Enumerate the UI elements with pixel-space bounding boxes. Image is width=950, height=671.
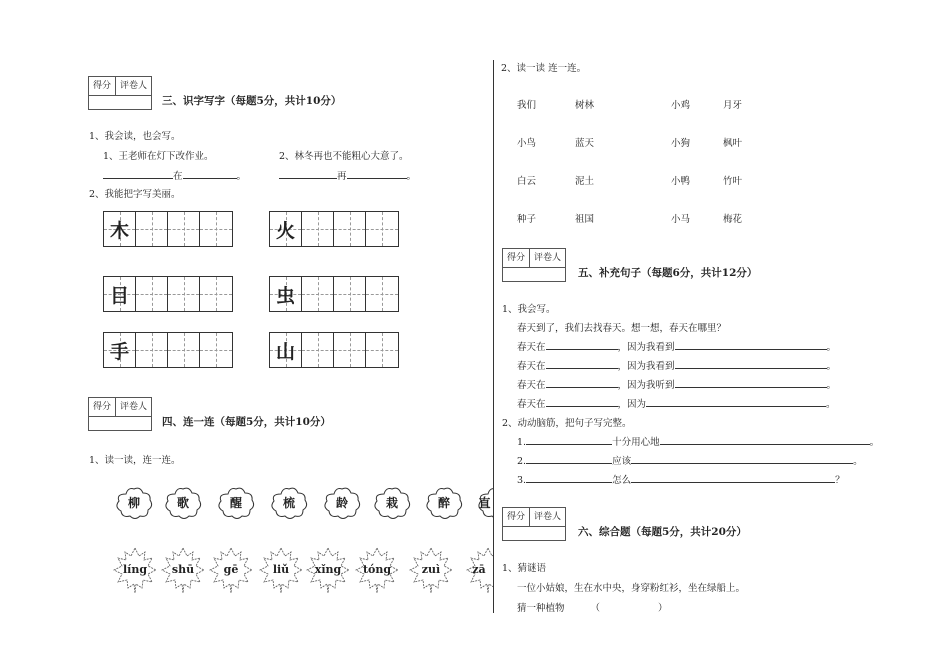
leaf-pinyin: zuì: [421, 563, 441, 576]
flower-card[interactable]: [476, 486, 493, 520]
score-box-3: [88, 76, 152, 96]
row-end: 。: [826, 361, 837, 372]
blank-line[interactable]: [526, 435, 612, 445]
grader-label: 评卷人: [119, 81, 147, 91]
section4-title: 四、连一连（每题5分，共计10分）: [162, 416, 331, 428]
blank-line[interactable]: [675, 340, 827, 350]
row-end: 。: [853, 456, 863, 467]
flower-card[interactable]: [372, 486, 412, 520]
leaf-card[interactable]: [160, 546, 206, 594]
section3-title: 三、识字写字（每题5分，共计10分）: [162, 95, 342, 107]
row-prefix: 春天在: [517, 380, 546, 391]
blank-line[interactable]: [546, 397, 618, 407]
match-word[interactable]: 树林: [575, 100, 595, 111]
row-word: 应该: [612, 456, 632, 467]
leaf-pinyin: líng: [122, 563, 148, 576]
fill-punct: 。: [406, 171, 417, 182]
blank-line[interactable]: [631, 454, 853, 464]
grid-char: 山: [275, 341, 295, 363]
leaf-card[interactable]: [354, 546, 400, 594]
leaf-card[interactable]: [305, 546, 351, 594]
section5-q2: 2、动动脑筋，把句子写完整。: [502, 418, 632, 429]
section6-guess: [517, 600, 668, 614]
flower-char: 栽: [385, 496, 398, 510]
row-number: 1.: [517, 437, 527, 448]
match-word[interactable]: 蓝天: [575, 138, 595, 149]
right-q2: 2、读一读 连一连。: [501, 63, 587, 74]
fill-word: 再: [337, 171, 347, 182]
grid-char: 手: [109, 341, 129, 363]
leaf-card[interactable]: [208, 546, 254, 594]
row-prefix: 春天在: [517, 342, 546, 353]
match-word[interactable]: 我们: [517, 100, 537, 111]
score-box-blank-row[interactable]: [88, 95, 152, 110]
section3-sentence1: 1、王老师在灯下改作业。: [103, 151, 214, 162]
spring-row: [517, 339, 836, 353]
row-number: 3.: [517, 475, 527, 486]
guess-label: 猜一种植物: [517, 603, 565, 614]
section5-title: 五、补充句子（每题6分，共计12分）: [578, 267, 758, 279]
row-prefix: 春天在: [517, 361, 546, 372]
score-box-blank-row[interactable]: [88, 416, 152, 431]
row-word: 十分用心地: [612, 437, 660, 448]
blank-line[interactable]: [675, 359, 827, 369]
score-label: 得分: [89, 77, 116, 95]
flower-char: 柳: [127, 496, 140, 510]
blank-line[interactable]: [546, 359, 618, 369]
flower-card[interactable]: [114, 486, 154, 520]
blank-line[interactable]: [183, 169, 237, 179]
row-word: 怎么: [612, 475, 632, 486]
blank-line[interactable]: [103, 169, 173, 179]
score-box-blank-row[interactable]: [502, 526, 566, 541]
match-word[interactable]: 月牙: [723, 100, 743, 111]
blank-line[interactable]: [347, 169, 407, 179]
blank-line[interactable]: [546, 340, 618, 350]
leaf-pinyin: xǐng: [314, 563, 342, 576]
blank-line[interactable]: [660, 435, 870, 445]
flower-char: 梳: [282, 496, 295, 510]
row-end: 。: [826, 342, 837, 353]
blank-line[interactable]: [546, 378, 618, 388]
row-end: ？: [835, 475, 845, 486]
blank-line[interactable]: [526, 454, 612, 464]
section3-fill1: [103, 168, 246, 182]
fill-row: [517, 472, 845, 486]
fill-word: 在: [173, 171, 183, 182]
match-word[interactable]: 小马: [671, 214, 691, 225]
score-box-4: [88, 397, 152, 417]
row-middle: ，因为我看到: [617, 342, 675, 353]
spring-row: [517, 396, 836, 410]
fill-punct: 。: [236, 171, 247, 182]
leaf-pinyin: gē: [223, 563, 239, 576]
leaf-card[interactable]: [258, 546, 304, 594]
row-number: 2.: [517, 456, 527, 467]
section6-riddle: 一位小姑娘，生在水中央，身穿粉红衫，坐在绿船上。: [517, 583, 746, 594]
score-label: 得分: [89, 398, 116, 416]
writing-grid-3[interactable]: [103, 276, 233, 312]
flower-char: 醒: [229, 496, 242, 510]
match-word[interactable]: 祖国: [575, 214, 595, 225]
leaf-pinyin: liǔ: [272, 563, 290, 576]
match-word[interactable]: 梅花: [723, 214, 743, 225]
flower-card[interactable]: [424, 486, 464, 520]
leaf-pinyin: tóng: [362, 563, 392, 576]
match-word[interactable]: 小鸡: [671, 100, 691, 111]
section3-sentence2: 2、林冬再也不能粗心大意了。: [279, 151, 409, 162]
leaf-card[interactable]: [465, 546, 493, 594]
flower-char: 龄: [335, 496, 348, 510]
flower-char: 醉: [437, 496, 450, 510]
blank-line[interactable]: [631, 473, 835, 483]
score-label: 得分: [503, 508, 530, 526]
row-end: 。: [826, 399, 836, 410]
row-middle: ，因为我听到: [617, 380, 675, 391]
paren-close: ）: [658, 603, 668, 614]
fill-row: [517, 434, 879, 448]
writing-grid-4[interactable]: [269, 276, 399, 312]
writing-grid-5[interactable]: [103, 332, 233, 368]
match-word[interactable]: 白云: [517, 176, 537, 187]
grid-char: 虫: [275, 285, 295, 307]
row-middle: ，因为我看到: [617, 361, 675, 372]
writing-grid-6[interactable]: [269, 332, 399, 368]
flower-card[interactable]: [216, 486, 256, 520]
flower-card[interactable]: [269, 486, 309, 520]
section4-q1: 1、读一读，连一连。: [89, 455, 181, 466]
leaf-pinyin: shū: [171, 563, 195, 576]
spring-row: [517, 377, 836, 391]
flower-char: 直: [478, 496, 491, 510]
blank-line[interactable]: [526, 473, 612, 483]
leaf-pinyin: zā: [472, 563, 486, 576]
flower-card[interactable]: [163, 486, 203, 520]
match-word[interactable]: 小鸟: [517, 138, 537, 149]
row-prefix: 春天在: [517, 399, 546, 410]
paren-open: （: [590, 603, 601, 614]
grader-label: 评卷人: [119, 402, 147, 412]
row-middle: ，因为: [617, 399, 647, 410]
match-word[interactable]: 小狗: [671, 138, 691, 149]
leaf-card[interactable]: [408, 546, 454, 594]
blank-line[interactable]: [646, 397, 826, 407]
flower-char: 歌: [176, 496, 189, 510]
grader-label: 评卷人: [533, 253, 561, 263]
section3-q1: 1、我会读，也会写。: [89, 131, 181, 142]
blank-line[interactable]: [675, 378, 827, 388]
section6-q1: 1、猜谜语: [502, 563, 547, 574]
match-word[interactable]: 竹叶: [723, 176, 743, 187]
spring-row: [517, 358, 836, 372]
section3-q2: 2、我能把字写美丽。: [89, 189, 181, 200]
section6-title: 六、综合题（每题5分，共计20分）: [578, 526, 747, 538]
match-word[interactable]: 枫叶: [723, 138, 743, 149]
grid-char: 木: [109, 220, 129, 242]
grader-label: 评卷人: [533, 512, 561, 522]
match-word[interactable]: 种子: [517, 214, 537, 225]
blank-line[interactable]: [279, 169, 337, 179]
fill-row: [517, 453, 863, 467]
row-end: 。: [826, 380, 837, 391]
writing-grid-1[interactable]: [103, 211, 233, 247]
grid-char: 目: [109, 285, 129, 307]
score-label: 得分: [503, 249, 530, 267]
writing-grid-2[interactable]: [269, 211, 399, 247]
score-box-6: [502, 507, 566, 527]
section5-q1: 1、我会写。: [502, 304, 556, 315]
section5-intro: 春天到了，我们去找春天。想一想，春天在哪里？: [517, 323, 727, 334]
score-box-blank-row[interactable]: [502, 267, 566, 282]
column-divider: [493, 60, 494, 613]
section3-fill2: [279, 168, 416, 182]
match-word[interactable]: 小鸭: [671, 176, 691, 187]
score-box-5: [502, 248, 566, 268]
grid-char: 火: [275, 220, 295, 242]
match-word[interactable]: 泥土: [575, 176, 595, 187]
leaf-card[interactable]: [112, 546, 158, 594]
flower-card[interactable]: [322, 486, 362, 520]
row-end: 。: [869, 437, 880, 448]
